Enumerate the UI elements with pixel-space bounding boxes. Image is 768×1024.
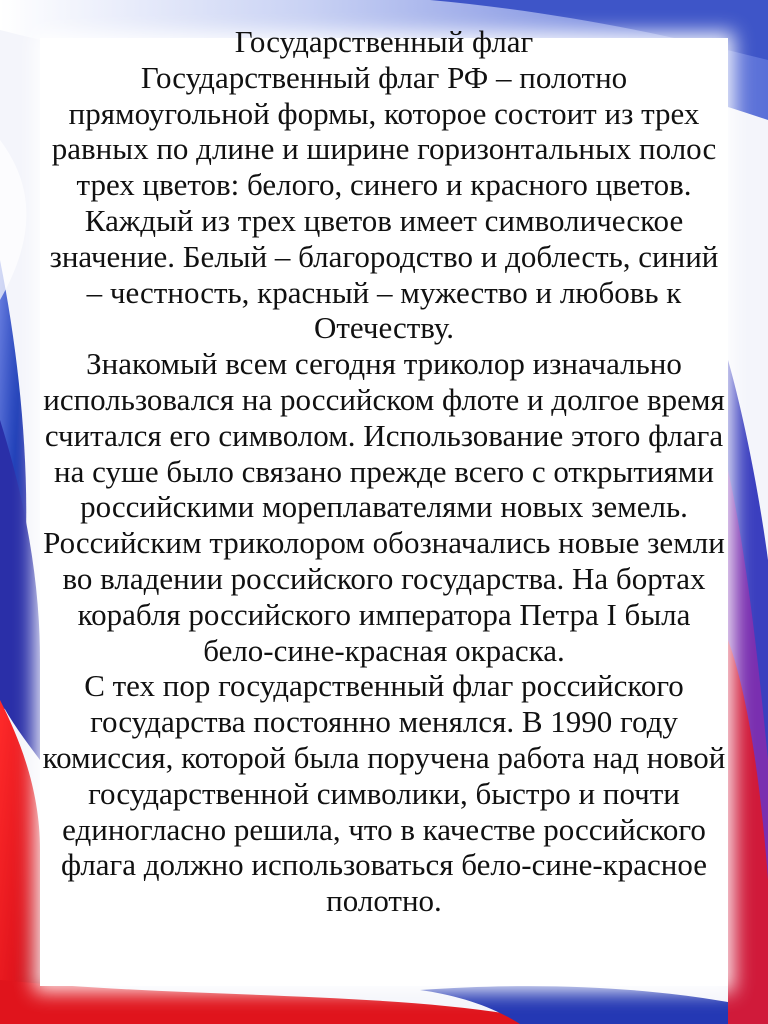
paragraph-3: Знакомый всем сегодня триколор изначально использовался на российском флоте и долгое время считался его символом. Использование этого флага на суше было связано прежде всего с открытиями российскими мореплавателями новых земель. Российским триколором обозначались новые земли во владении российского государства. На бортах корабля российского императора Петра I была бело-сине-красная окраска. xyxy=(43,346,725,668)
document-body xyxy=(40,24,728,919)
paragraph-4: С тех пор государственный флаг российского государства постоянно менялся. В 1990 году комиссия, которой была поручена работа над новой государственной символики, быстро и почти единогласно решила, что в качестве российского флага должно использоваться бело-сине-красное полотно. xyxy=(42,668,726,919)
paragraph-1: Государственный флаг РФ – полотно прямоугольной формы, которое состоит из трех равных по длине и ширине горизонтальных полос трех цветов: белого, синего и красного цветов. xyxy=(51,59,717,203)
document-title: Государственный флаг xyxy=(234,24,534,59)
paragraph-2: Каждый из трех цветов имеет символическое значение. Белый – благородство и доблесть, синий – честность, красный – мужество и любовь к Отечеству. xyxy=(49,202,719,346)
